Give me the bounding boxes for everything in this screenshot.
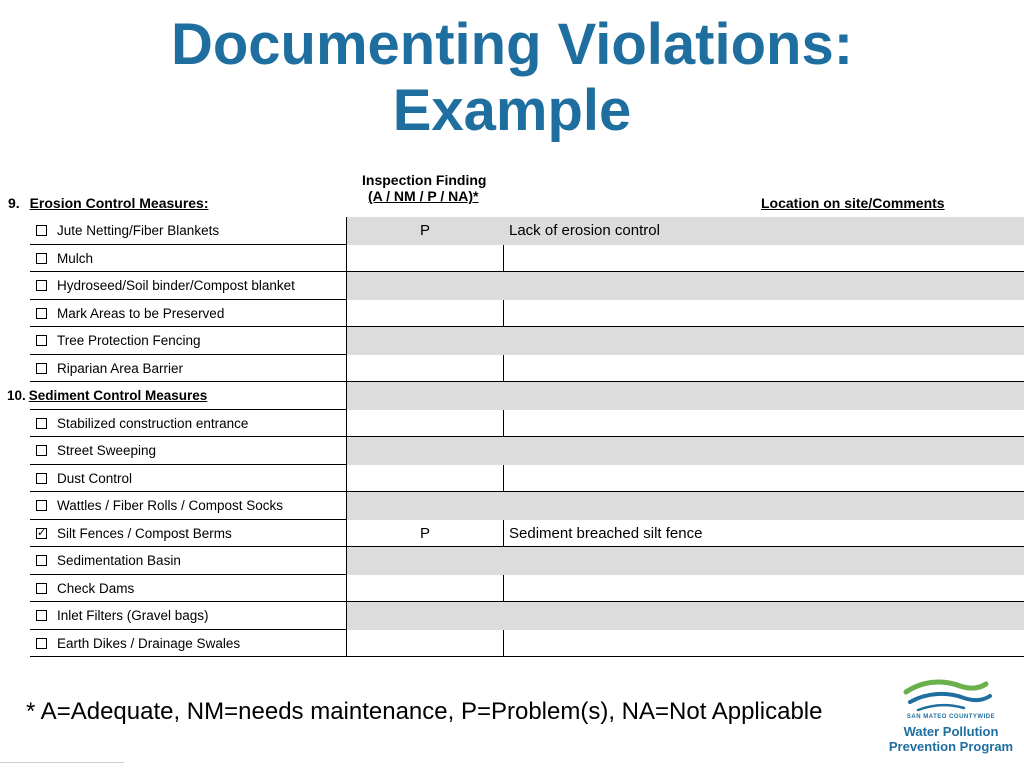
footnote: * A=Adequate, NM=needs maintenance, P=Problem(s), NA=Not Applicable — [26, 698, 823, 725]
section-title: Sediment Control Measures — [28, 388, 208, 404]
finding-cell[interactable] — [346, 547, 504, 575]
section-number-text: 10. — [7, 388, 26, 404]
item-cell — [30, 245, 346, 273]
finding-cell[interactable] — [346, 300, 504, 328]
finding-cell[interactable] — [346, 492, 504, 520]
item-label: Silt Fences / Compost Berms — [57, 525, 232, 541]
item-cell — [30, 575, 346, 603]
item-cell — [30, 410, 346, 438]
finding-value: P — [419, 222, 430, 240]
table-row — [0, 437, 1024, 465]
table-row — [0, 547, 1024, 575]
finding-cell[interactable] — [346, 575, 504, 603]
item-label: Hydroseed/Soil binder/Compost blanket — [57, 278, 295, 294]
item-label: Riparian Area Barrier — [57, 360, 184, 376]
comment-cell[interactable] — [503, 547, 1024, 575]
table-row — [0, 355, 1024, 383]
table-row — [0, 465, 1024, 493]
wave-logo-icon — [884, 676, 1018, 716]
item-label: Mulch — [57, 250, 94, 266]
item-cell — [30, 272, 346, 300]
item-cell — [30, 602, 346, 630]
finding-cell[interactable] — [346, 382, 504, 410]
item-cell — [30, 547, 346, 575]
finding-cell[interactable] — [346, 272, 504, 300]
table-row — [0, 575, 1024, 603]
checkbox-icon[interactable] — [36, 225, 47, 236]
table-row — [0, 217, 1024, 245]
table-row — [0, 410, 1024, 438]
item-label: Dust Control — [57, 470, 133, 486]
checkbox-icon[interactable] — [36, 418, 47, 429]
section-number — [7, 382, 207, 410]
comment-value: Lack of erosion control — [509, 222, 660, 240]
finding-cell[interactable] — [346, 410, 504, 438]
section-number: 9. — [8, 195, 20, 211]
item-label: Street Sweeping — [57, 443, 157, 459]
finding-header-line-1: Inspection Finding — [362, 172, 487, 188]
item-cell — [30, 217, 346, 245]
checkbox-icon[interactable] — [36, 280, 47, 291]
title-line-2: Example — [392, 78, 632, 143]
comment-cell[interactable] — [503, 410, 1024, 438]
divider — [0, 762, 124, 763]
finding-cell[interactable] — [346, 465, 504, 493]
finding-column-header — [362, 172, 486, 204]
item-label: Earth Dikes / Drainage Swales — [57, 635, 241, 651]
checkbox-icon[interactable] — [36, 610, 47, 621]
title-line-1: Documenting Violations: — [170, 12, 854, 77]
checkbox-icon[interactable] — [36, 445, 47, 456]
checkbox-icon[interactable] — [36, 473, 47, 484]
checkbox-icon[interactable] — [36, 363, 47, 374]
checkbox-icon[interactable] — [36, 555, 47, 566]
comment-cell[interactable] — [503, 630, 1024, 658]
item-cell — [30, 355, 346, 383]
wppp-logo — [884, 676, 1018, 760]
comment-cell[interactable] — [503, 327, 1024, 355]
item-label: Stabilized construction entrance — [57, 415, 249, 431]
finding-value: P — [419, 524, 430, 542]
item-cell — [30, 327, 346, 355]
finding-cell[interactable] — [346, 437, 504, 465]
comment-cell[interactable] — [503, 437, 1024, 465]
table-row — [0, 300, 1024, 328]
checkbox-icon[interactable] — [36, 583, 47, 594]
item-label: Tree Protection Fencing — [57, 333, 201, 349]
table-row — [0, 245, 1024, 273]
item-label: Jute Netting/Fiber Blankets — [57, 223, 220, 239]
logo-line-2: Prevention Program — [888, 739, 1014, 754]
comment-cell[interactable] — [503, 272, 1024, 300]
checkbox-icon[interactable] — [36, 638, 47, 649]
item-label: Mark Areas to be Preserved — [57, 305, 225, 321]
section-header-row — [0, 382, 1024, 410]
comment-cell[interactable] — [503, 465, 1024, 493]
form-rows — [0, 217, 1024, 657]
finding-cell[interactable] — [346, 355, 504, 383]
item-label: Check Dams — [57, 580, 135, 596]
table-row — [0, 630, 1024, 658]
section-9-header — [8, 195, 209, 211]
item-label: Sedimentation Basin — [57, 553, 181, 569]
finding-cell[interactable] — [346, 327, 504, 355]
logo-line-1: Water Pollution — [903, 724, 999, 739]
comment-cell[interactable] — [503, 355, 1024, 383]
comment-cell[interactable] — [503, 575, 1024, 603]
checkbox-checked-icon[interactable]: ✓ — [37, 526, 47, 539]
checkbox-icon[interactable] — [36, 253, 47, 264]
comment-cell[interactable] — [503, 217, 1024, 245]
item-label: Inlet Filters (Gravel bags) — [57, 608, 209, 624]
comment-cell[interactable] — [503, 602, 1024, 630]
item-cell — [30, 492, 346, 520]
section-title: Erosion Control Measures: — [29, 195, 209, 211]
comment-cell[interactable] — [503, 492, 1024, 520]
comment-cell[interactable] — [503, 520, 1024, 548]
finding-header-line-2: (A / NM / P / NA)* — [368, 188, 479, 204]
item-cell — [30, 630, 346, 658]
item-label: Wattles / Fiber Rolls / Compost Socks — [57, 498, 284, 514]
checkbox-icon[interactable] — [36, 308, 47, 319]
item-cell — [30, 465, 346, 493]
logo-county-text: SAN MATEO COUNTYWIDE — [906, 714, 996, 720]
location-column-header: Location on site/Comments — [761, 195, 945, 211]
table-row — [0, 327, 1024, 355]
table-row — [0, 602, 1024, 630]
comment-cell[interactable] — [503, 245, 1024, 273]
checkbox-icon[interactable] — [36, 500, 47, 511]
comment-cell[interactable] — [503, 382, 1024, 410]
item-cell — [30, 437, 346, 465]
comment-cell[interactable] — [503, 300, 1024, 328]
finding-cell[interactable] — [346, 520, 504, 548]
finding-cell[interactable] — [346, 245, 504, 273]
item-cell — [30, 520, 346, 548]
finding-cell[interactable] — [346, 217, 504, 245]
table-row — [0, 492, 1024, 520]
table-row — [0, 520, 1024, 548]
item-cell — [30, 300, 346, 328]
table-row — [0, 272, 1024, 300]
finding-cell[interactable] — [346, 630, 504, 658]
finding-cell[interactable] — [346, 602, 504, 630]
checkbox-icon[interactable] — [36, 335, 47, 346]
page-title — [0, 12, 1024, 144]
comment-value: Sediment breached silt fence — [509, 524, 703, 542]
